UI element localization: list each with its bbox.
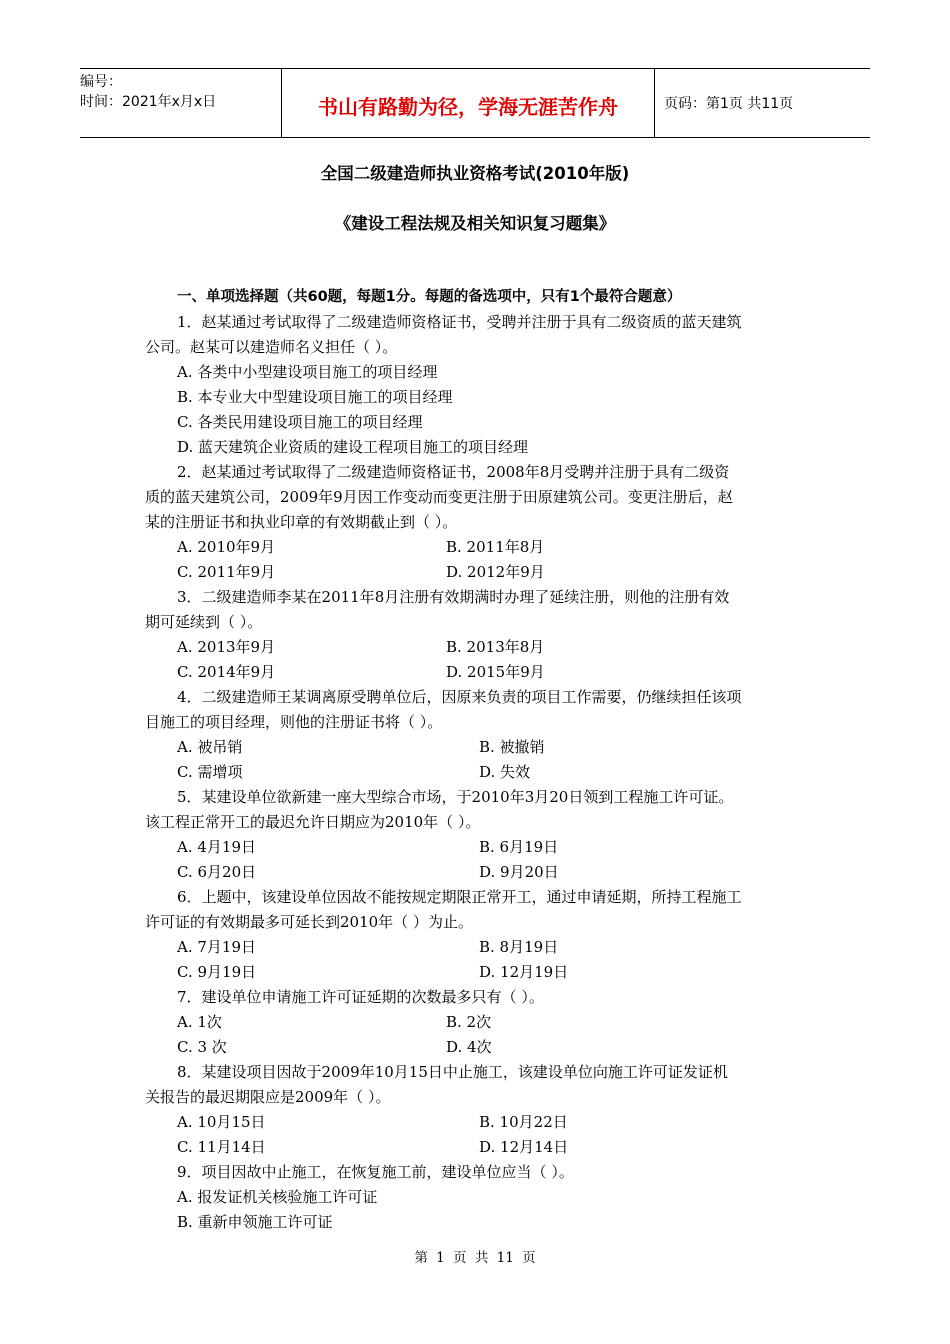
page-footer: 第 1 页 共 11 页 [414, 1250, 536, 1266]
option-row [145, 860, 807, 885]
option: A. 2013年9月 [177, 638, 276, 656]
option-row [145, 660, 807, 685]
document-subtitle: 《建设工程法规及相关知识复习题集》 [334, 214, 616, 233]
option: A. 2010年9月 [177, 538, 276, 556]
option: A. 10月15日 [177, 1113, 266, 1131]
option: B. 6月19日 [479, 838, 559, 856]
option-row [145, 935, 807, 960]
option-row [145, 835, 807, 860]
option: C. 9月19日 [177, 963, 257, 981]
question-stem: 1．赵某通过考试取得了二级建造师资格证书，受聘并注册于具有二级资质的蓝天建筑 [177, 313, 742, 331]
option: B. 本专业大中型建设项目施工的项目经理 [177, 388, 453, 406]
question-list [145, 285, 807, 1235]
option: D. 2012年9月 [446, 563, 545, 581]
option: A. 各类中小型建设项目施工的项目经理 [177, 363, 438, 381]
option: A. 报发证机关核验施工许可证 [177, 1188, 378, 1206]
option-row [145, 760, 807, 785]
header-meta [80, 69, 280, 140]
question-stem: 6．上题中，该建设单位因故不能按规定期限正常开工，通过申请延期，所持工程施工 [177, 888, 742, 906]
document-header [80, 68, 870, 138]
question-stem: 关报告的最迟期限应是2009年（ ）。 [145, 1088, 391, 1106]
option-row [145, 1135, 807, 1160]
option: C. 11月14日 [177, 1138, 266, 1156]
option: C. 需增项 [177, 763, 243, 781]
question-stem: 质的蓝天建筑公司，2009年9月因工作变动而变更注册于田原建筑公司。变更注册后，赵 [145, 488, 733, 506]
option: D. 失效 [479, 763, 531, 781]
question-stem: 某的注册证书和执业印章的有效期截止到（ ）。 [145, 513, 458, 531]
time-label: 时间：2021年x月x日 [80, 94, 217, 110]
section-heading: 一、单项选择题（共60题，每题1分。每题的备选项中，只有1个最符合题意） [177, 289, 682, 305]
option: A. 1次 [177, 1013, 222, 1031]
question-stem: 2．赵某通过考试取得了二级建造师资格证书，2008年8月受聘并注册于具有二级资 [177, 463, 730, 481]
option-row [145, 1035, 807, 1060]
option: C. 3 次 [177, 1038, 227, 1056]
question-stem: 期可延续到（ ）。 [145, 613, 263, 631]
question-stem: 该工程正常开工的最迟允许日期应为2010年（ ）。 [145, 813, 481, 831]
question-stem: 5．某建设单位欲新建一座大型综合市场，于2010年3月20日领到工程施工许可证。 [177, 788, 734, 806]
option: C. 2014年9月 [177, 663, 276, 681]
option: B. 10月22日 [479, 1113, 568, 1131]
option: B. 被撤销 [479, 738, 545, 756]
question-stem: 公司。赵某可以建造师名义担任（ ）。 [145, 338, 398, 356]
page-info: 页码：第1页 共11页 [664, 96, 794, 112]
option-row [145, 735, 807, 760]
option-row [145, 535, 807, 560]
question-stem: 目施工的项目经理，则他的注册证书将（ ）。 [145, 713, 443, 731]
option: D. 9月20日 [479, 863, 559, 881]
option: B. 2次 [446, 1013, 492, 1031]
option-row [145, 1010, 807, 1035]
option: B. 重新申领施工许可证 [177, 1213, 333, 1231]
option: B. 8月19日 [479, 938, 559, 956]
option: D. 12月19日 [479, 963, 569, 981]
option-row [145, 560, 807, 585]
question-stem: 9．项目因故中止施工，在恢复施工前，建设单位应当（ ）。 [177, 1163, 574, 1181]
option: C. 各类民用建设项目施工的项目经理 [177, 413, 423, 431]
number-label: 编号： [80, 74, 122, 90]
question-stem: 3．二级建造师李某在2011年8月注册有效期满时办理了延续注册，则他的注册有效 [177, 588, 730, 606]
header-motto-cell [281, 69, 655, 137]
document-title: 全国二级建造师执业资格考试(2010年版) [320, 164, 630, 183]
option: D. 蓝天建筑企业资质的建设工程项目施工的项目经理 [177, 438, 529, 456]
option-row [145, 635, 807, 660]
option: B. 2013年8月 [446, 638, 545, 656]
header-page-info [664, 69, 870, 162]
option: A. 被吊销 [177, 738, 243, 756]
question-stem: 4．二级建造师王某调离原受聘单位后，因原来负责的项目工作需要，仍继续担任该项 [177, 688, 742, 706]
question-stem: 许可证的有效期最多可延长到2010年（ ）为止。 [145, 913, 473, 931]
option: D. 12月14日 [479, 1138, 569, 1156]
option: C. 2011年9月 [177, 563, 276, 581]
option: A. 7月19日 [177, 938, 256, 956]
option-row [145, 1110, 807, 1135]
option: A. 4月19日 [177, 838, 256, 856]
question-stem: 7．建设单位申请施工许可证延期的次数最多只有（ ）。 [177, 988, 544, 1006]
option-row [145, 960, 807, 985]
question-stem: 8．某建设项目因故于2009年10月15日中止施工，该建设单位向施工许可证发证机 [177, 1063, 728, 1081]
motto: 书山有路勤为径，学海无涯苦作舟 [318, 95, 618, 119]
option: C. 6月20日 [177, 863, 257, 881]
option: D. 4次 [446, 1038, 492, 1056]
option: D. 2015年9月 [446, 663, 545, 681]
option: B. 2011年8月 [446, 538, 545, 556]
